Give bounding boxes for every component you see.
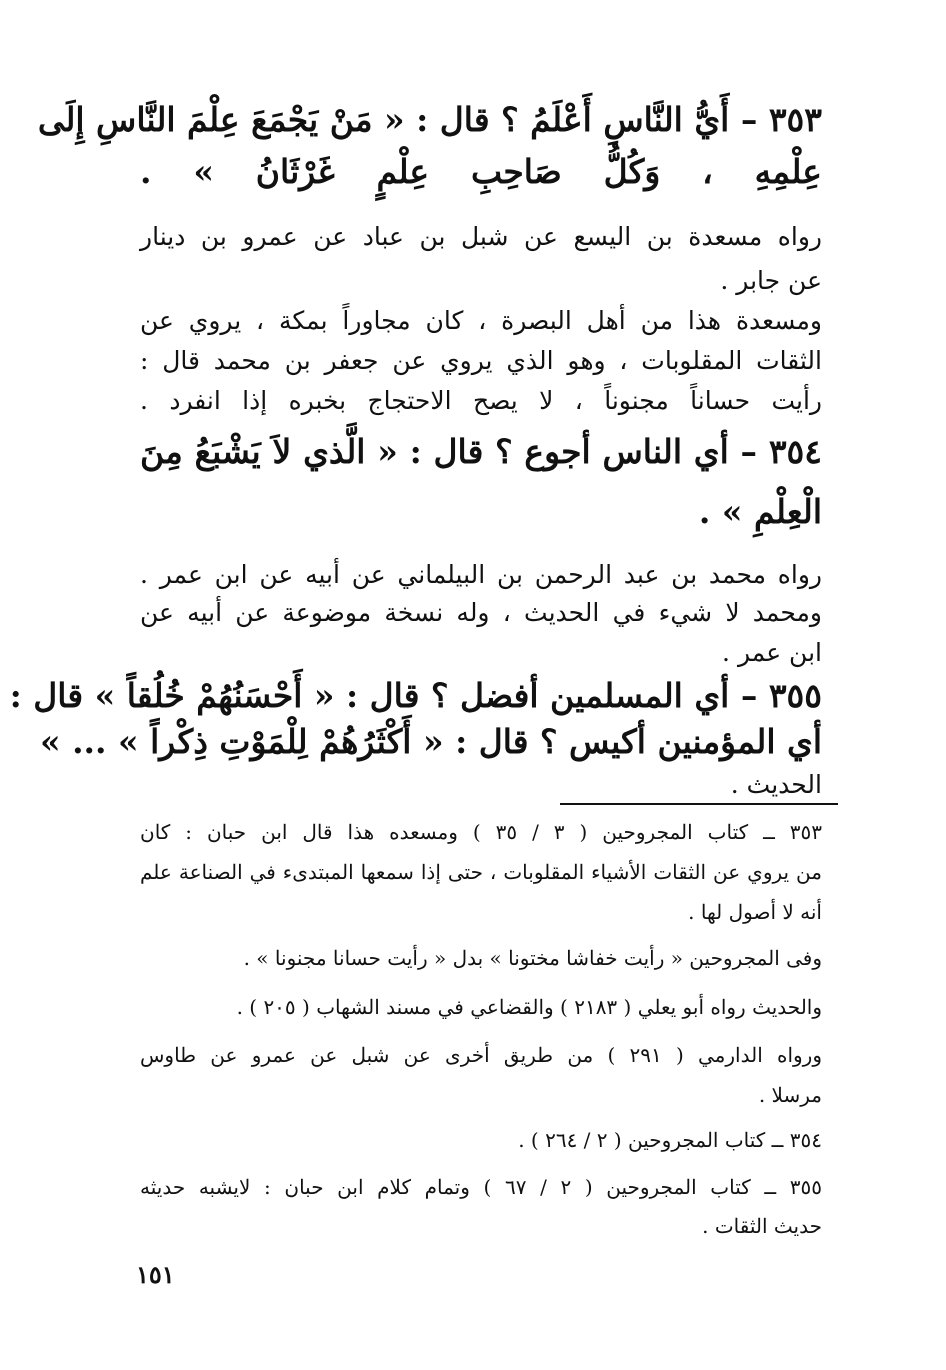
entry-353-body-line-4: الثقات المقلوبات ، وهو الذي يروي عن جعفر بن محمد قال :	[140, 346, 822, 375]
entry-354-body-line-2: ومحمد لا شيء في الحديث ، وله نسخة موضوعة عن أبيه عن	[140, 598, 822, 627]
entry-355-heading-line-2: أي المؤمنين أكيس ؟ قال : « أَكْثَرُهُمْ لِلْمَوْتِ ذِكْراً » ... »	[39, 722, 822, 761]
entry-353-body-line-2: عن جابر .	[720, 266, 822, 295]
footnote-353-line-3: أنه لا أصول لها .	[688, 900, 822, 924]
entry-353-heading-line-1: ٣٥٣ – أَيُّ النَّاسِ أَعْلَمُ ؟ قال : « مَنْ يَجْمَعَ عِلْمَ النَّاسِ إِلَى	[37, 100, 822, 139]
entry-353-body-line-1: رواه مسعدة بن اليسع عن شبل بن عباد عن عمرو بن دينار	[140, 222, 822, 251]
entry-355-heading-line-3: الحديث .	[730, 770, 822, 799]
footnote-354-line: ٣٥٤ ــ كتاب المجروحين ( ٢ / ٢٦٤ ) .	[518, 1128, 822, 1152]
entry-353-heading-line-2: عِلْمِهِ ، وَكُلُّ صَاحِبِ عِلْمٍ غَرْثَانُ » .	[140, 152, 822, 191]
entry-353-body-line-3: ومسعدة هذا من أهل البصرة ، كان مجاوراً بمكة ، يروي عن	[140, 306, 822, 335]
footnote-355-line-2: حديث الثقات .	[702, 1214, 822, 1238]
entry-355-heading-line-1: ٣٥٥ – أي المسلمين أفضل ؟ قال : « أَحْسَنُهُمْ خُلُقاً » قال :	[9, 676, 822, 715]
entry-354-body-line-3: ابن عمر .	[722, 638, 822, 667]
entry-353-body-line-5: رأيت حساناً مجنوناً ، لا يصح الاحتجاج بخبره إذا انفرد .	[140, 386, 822, 415]
footnote-353-line-1: ٣٥٣ ــ كتاب المجروحين ( ٣ / ٣٥ ) ومسعده هذا قال ابن حبان : كان	[140, 820, 823, 844]
entry-354-heading-line-2: الْعِلْمِ » .	[698, 492, 822, 531]
footnote-353-note-line: وفى المجروحين « رأيت خفاشا مختونا » بدل « رأيت حسانا مجنونا » .	[243, 946, 822, 970]
footnote-353-darimi-line-1: ورواه الدارمي ( ٢٩١ ) من طريق أخرى عن شبل عن عمرو عن طاوس	[140, 1043, 822, 1067]
page-number: ١٥١	[136, 1260, 175, 1289]
footnote-separator	[560, 803, 838, 805]
footnote-355-line-1: ٣٥٥ ــ كتاب المجروحين ( ٢ / ٦٧ ) وتمام كلام ابن حبان : لايشبه حديثه	[140, 1175, 822, 1199]
footnote-353-hadith-line: والحديث رواه أبو يعلي ( ٢١٨٣ ) والقضاعي في مسند الشهاب ( ٢٠٥ ) .	[236, 995, 822, 1019]
entry-354-body-line-1: رواه محمد بن عبد الرحمن بن البيلماني عن أبيه عن ابن عمر .	[140, 560, 822, 589]
entry-354-heading-line-1: ٣٥٤ – أي الناس أجوع ؟ قال : « الَّذي لاَ يَشْبَعُ مِنَ	[140, 432, 822, 471]
footnote-353-darimi-line-2: مرسلا .	[758, 1083, 822, 1107]
footnote-353-line-2: من يروي عن الثقات الأشياء المقلوبات ، حتى إذا سمعها المبتدىء في الصناعة علم	[140, 860, 822, 884]
